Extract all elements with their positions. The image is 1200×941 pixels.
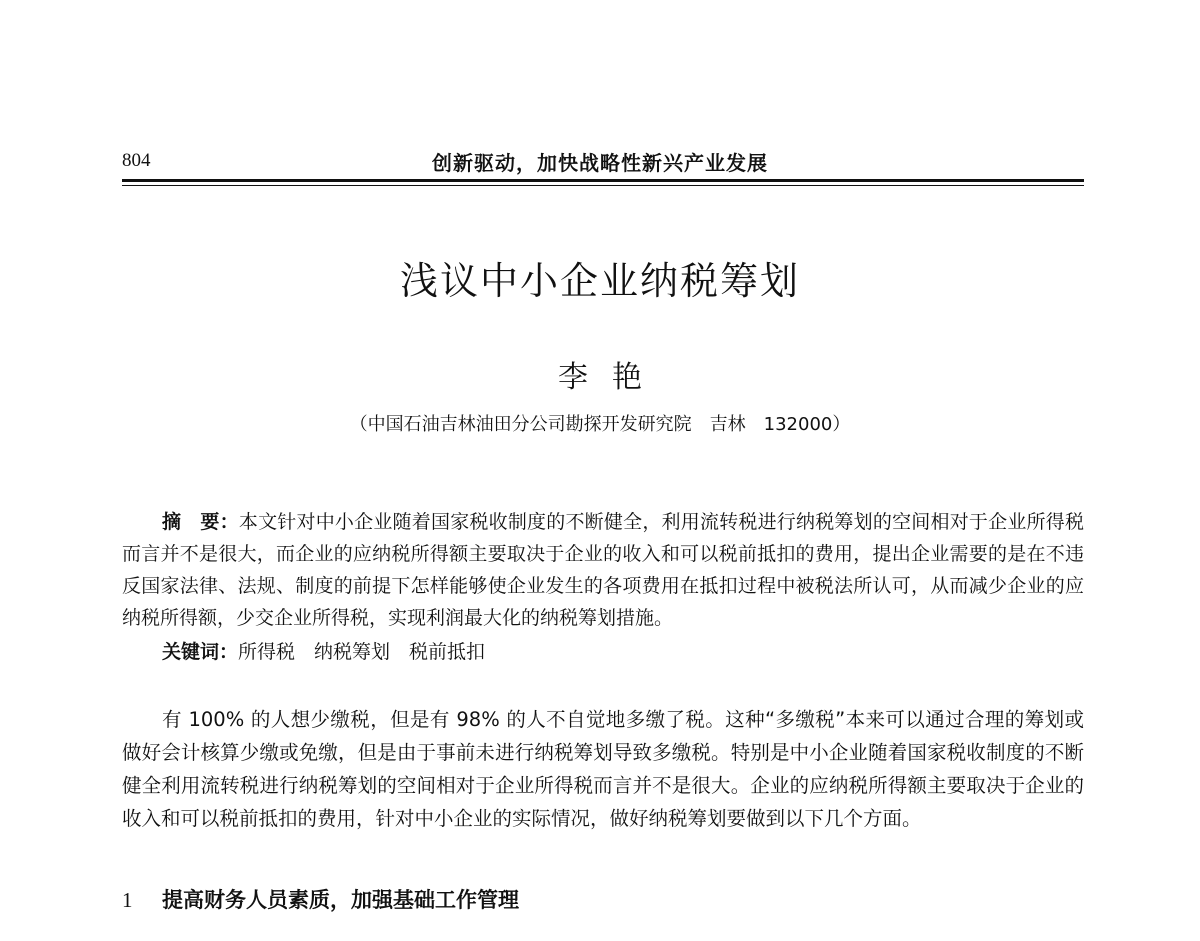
header-rule-thin [122, 185, 1084, 186]
section-title: 提高财务人员素质，加强基础工作管理 [162, 888, 519, 912]
keywords-text: 所得税 纳税筹划 税前抵扣 [238, 641, 486, 663]
section-number: 1 [122, 888, 133, 912]
header-rule-thick [122, 179, 1084, 182]
keywords [162, 636, 485, 668]
section-heading [122, 884, 519, 914]
page-number: 804 [122, 150, 151, 171]
author-name: 李艳 [558, 360, 666, 395]
author-affiliation: （中国石油吉林油田分公司勘探开发研究院 吉林 132000） [349, 414, 851, 435]
keywords-label: 关键词： [162, 641, 239, 663]
running-head-title: 创新驱动，加快战略性新兴产业发展 [432, 151, 768, 175]
abstract-label: 摘 要： [162, 511, 239, 533]
abstract [122, 506, 1084, 634]
article-title: 浅议中小企业纳税筹划 [399, 259, 800, 303]
intro-paragraph: 有 100% 的人想少缴税，但是有 98% 的人不自觉地多缴了税。这种“多缴税”本来可以通过合理的筹划或做好会计核算少缴或免缴，但是由于事前未进行纳税筹划导致多缴税。特别是中小企业随着国家税收制度的不断健全利用流转税进行纳税筹划的空间相对于企业所得税而言并不是很大。企业的应纳税所得额主要取决于企业的收入和可以税前抵扣的费用，针对中小企业的实际情况，做好纳税筹划要做到以下几个方面。 [122, 708, 1084, 830]
abstract-text: 本文针对中小企业随着国家税收制度的不断健全，利用流转税进行纳税筹划的空间相对于企业所得税而言并不是很大，而企业的应纳税所得额主要取决于企业的收入和可以税前抵扣的费用，提出企业需要的是在不违反国家法律、法规、制度的前提下怎样能够使企业发生的各项费用在抵扣过程中被税法所认可，从而减少企业的应纳税所得额，少交企业所得税，实现利润最大化的纳税筹划措施。 [122, 511, 1084, 629]
